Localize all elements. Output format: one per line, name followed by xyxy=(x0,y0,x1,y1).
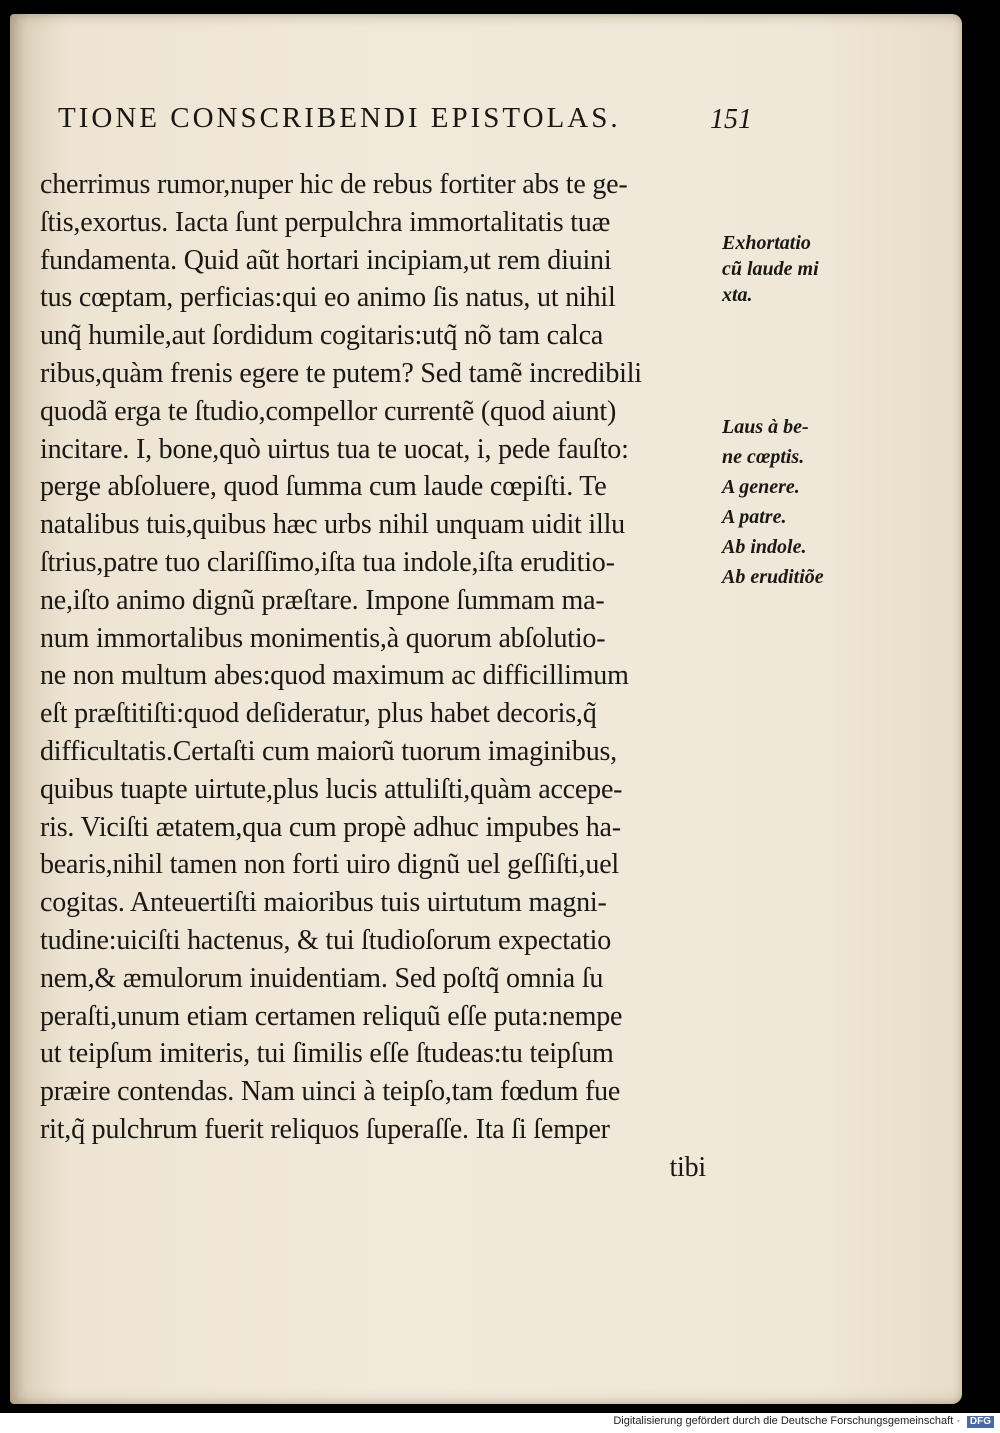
text-line: natalibus tuis,quibus hæc urbs nihil unquam uidit illu xyxy=(40,509,625,541)
footer-bar xyxy=(0,1413,1000,1433)
text-line: cogitas. Anteuertiſti maioribus tuis uirtutum magni- xyxy=(40,887,607,919)
text-line: peraſti,unum etiam certamen reliquũ eſſe puta:nempe xyxy=(40,1000,623,1032)
marginal-note: Ab eruditiõe xyxy=(722,566,824,588)
marginal-note: ne cœptis. xyxy=(722,446,805,468)
marginal-note: Ab indole. xyxy=(722,536,807,558)
text-line: tudine:uiciſti hactenus, & tui ſtudioſorum expectatio xyxy=(40,924,612,956)
text-line: cherrimus rumor,nuper hic de rebus fortiter abs te ge- xyxy=(40,169,628,200)
text-line: perge abſoluere, quod ſumma cum laude cœpiſti. Te xyxy=(40,471,607,503)
text-line: quibus tuapte uirtute,plus lucis attuliſti,quàm accepe- xyxy=(40,773,623,805)
text-line: bearis,nihil tamen non forti uiro dignũ uel geſſiſti,uel xyxy=(40,849,620,881)
marginal-note: Laus à be- xyxy=(722,416,809,438)
footer-credit: Digitalisierung gefördert durch die Deutsche Forschungsgemeinschaft · xyxy=(613,1415,960,1427)
text-line: fundamenta. Quid aũt hortari incipiam,ut rem diuini xyxy=(40,244,612,276)
dfg-logo-icon: DFG xyxy=(967,1416,994,1428)
text-line: ne non multum abes:quod maximum ac difficillimum xyxy=(40,660,629,692)
marginal-note: A genere. xyxy=(722,476,800,498)
marginal-note: A patre. xyxy=(722,506,787,528)
marginal-note: cũ laude mi xyxy=(722,258,819,280)
text-line: ſtrius,patre tuo clariſſimo,iſta tua indole,iſta eruditio- xyxy=(40,546,615,578)
marginal-note: Exhortatio xyxy=(722,232,811,254)
text-line: præire contendas. Nam uinci à teipſo,tam fœdum fue xyxy=(40,1076,621,1108)
text-line: rit,q̃ pulchrum fuerit reliquos ſuperaſſe. Ita ſi ſemper xyxy=(40,1113,610,1145)
text-line: quodã erga te ſtudio,compellor currentẽ (quod aiunt) xyxy=(40,395,617,427)
text-line: unq̃ humile,aut ſordidum cogitaris:utq̃ nõ tam calca xyxy=(40,320,604,352)
text-line: eſt præſtitiſti:quod deſideratur, plus habet decoris,q̃ xyxy=(40,698,597,730)
book-page xyxy=(10,14,962,1404)
text-line: ne,iſto animo dignũ præſtare. Impone ſummam ma- xyxy=(40,584,605,616)
text-line: difficultatis.Certaſti cum maiorũ tuorum imaginibus, xyxy=(40,735,617,767)
catchword: tibi xyxy=(669,1151,706,1183)
text-line: nem,& æmulorum inuidentiam. Sed poſtq̃ omnia ſu xyxy=(40,962,604,994)
text-line: ſtis,exortus. Iacta ſunt perpulchra immortalitatis tuæ xyxy=(40,206,611,238)
text-line: ut teipſum imiteris, tui ſimilis eſſe ſtudeas:tu teipſum xyxy=(40,1038,614,1070)
running-head: TIONE CONSCRIBENDI EPISTOLAS. xyxy=(58,102,621,134)
text-line: incitare. I, bone,quò uirtus tua te uocat, i, pede fauſto: xyxy=(40,433,629,465)
text-line: tus cœptam, perficias:qui eo animo ſis natus, ut nihil xyxy=(40,282,616,314)
folio-number: 151 xyxy=(710,104,752,135)
main-text-block xyxy=(40,166,730,1187)
text-line: ribus,quàm frenis egere te putem? Sed tamẽ incredibili xyxy=(40,357,642,389)
text-line: num immortalibus monimentis,à quorum abſolutio- xyxy=(40,622,606,654)
marginal-note: xta. xyxy=(722,284,753,306)
text-line: ris. Viciſti ætatem,qua cum propè adhuc impubes ha- xyxy=(40,811,621,843)
